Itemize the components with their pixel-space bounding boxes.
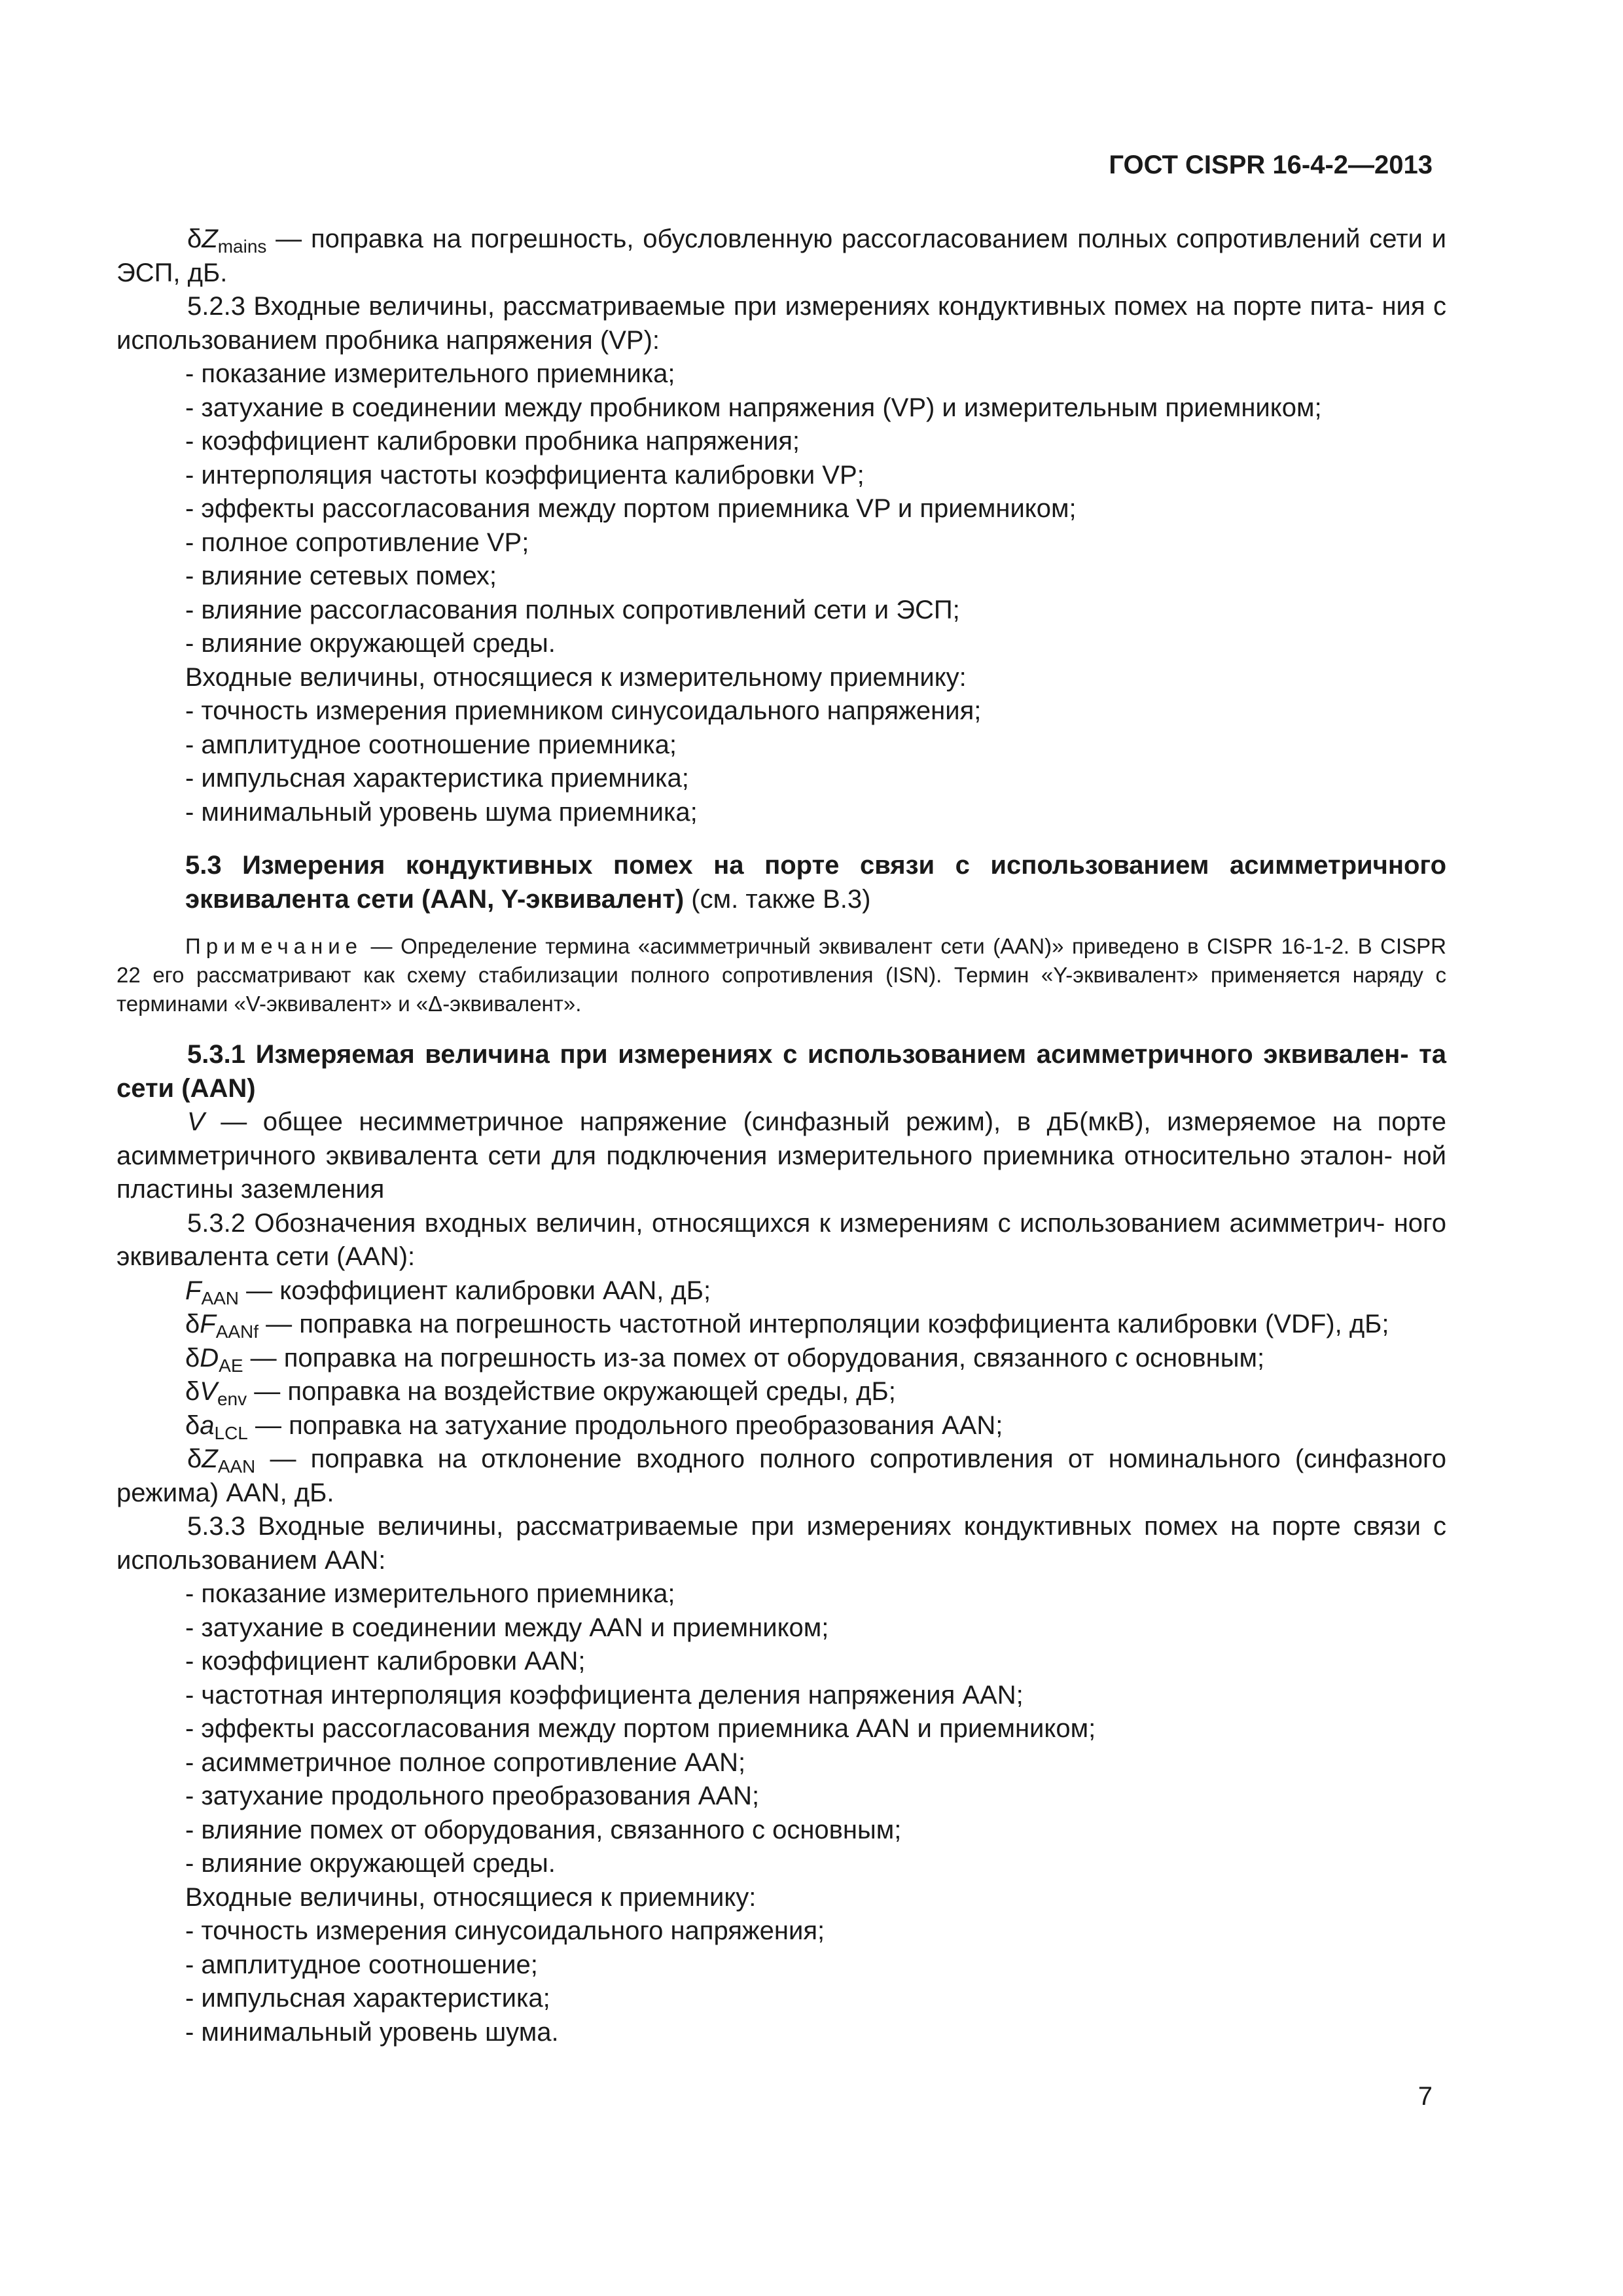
symbol-definition: [116, 1443, 1446, 1510]
symbol-definition: [116, 1409, 1446, 1443]
list-item: - коэффициент калибровки AAN;: [185, 1647, 586, 1676]
section-5-2-3: 5.2.3 Входные величины, рассматриваемые при измерениях кондуктивных помех на порте пита- ния с использованием пробника напряжения (VP):: [116, 292, 1446, 355]
symbol-subscript: mains: [217, 236, 267, 257]
symbol-subscript: AAN: [201, 1287, 240, 1308]
symbol-prefix: δ: [187, 224, 202, 253]
list-item: - показание измерительного приемника;: [185, 1579, 675, 1608]
list-item: - влияние помех от оборудования, связанного с основным;: [185, 1815, 902, 1844]
symbol-subscript: AE: [219, 1355, 243, 1376]
definition-text: — коэффициент калибровки AAN, дБ;: [239, 1276, 711, 1305]
symbol-prefix: δ: [185, 1410, 200, 1440]
section-5-2-3-list: [116, 357, 1446, 661]
list-item: - амплитудное соотношение;: [185, 1950, 538, 1979]
list-item: - импульсная характеристика;: [185, 1984, 550, 2013]
section-5-3-3: 5.3.3 Входные величины, рассматриваемые при измерениях кондуктивных помех на порте связи с использованием AAN:: [116, 1512, 1446, 1575]
symbol-subscript: AANf: [215, 1321, 259, 1342]
list-item: - эффекты рассогласования между портом приемника VP и приемником;: [185, 494, 1077, 523]
list-item: - влияние окружающей среды.: [185, 629, 556, 658]
heading-reference: (см. также В.3): [684, 884, 871, 914]
section-5-3-1-heading: 5.3.1 Измеряемая величина при измерениях с использованием асимметричного эквивален- та сети (AAN): [116, 1040, 1446, 1103]
list-item: - коэффициент калибровки пробника напряжения;: [185, 427, 800, 456]
page-number: 7: [1418, 2082, 1433, 2111]
receiver-inputs-list: [116, 1914, 1446, 2049]
definition-text: — поправка на погрешность, обусловленную рассогласованием полных сопротивлений сети и ЭСП, дБ.: [116, 224, 1446, 287]
dz-mains-definition: [116, 223, 1446, 290]
list-item: - точность измерения приемником синусоидального напряжения;: [185, 696, 982, 725]
list-item: - амплитудное соотношение приемника;: [185, 730, 677, 759]
list-item: - влияние окружающей среды.: [185, 1849, 556, 1878]
symbol: a: [200, 1410, 215, 1440]
symbol-definition: [116, 1375, 1446, 1409]
receiver-inputs-lead: Входные величины, относящиеся к приемнику:: [185, 1882, 757, 1912]
list-item: - минимальный уровень шума.: [185, 2017, 559, 2047]
symbol: Z: [202, 224, 218, 253]
symbol-subscript: AAN: [217, 1456, 256, 1477]
definition-text: — поправка на погрешность из-за помех от оборудования, связанного с основным;: [243, 1343, 1265, 1372]
symbol-prefix: δ: [185, 1310, 200, 1338]
heading-text: 5.3 Измерения кондуктивных помех на порте связи с использованием асимметричного эквивалента сети (AAN, Y-эквивалент): [185, 851, 1446, 914]
list-item: - частотная интерполяция коэффициента деления напряжения AAN;: [185, 1680, 1024, 1710]
list-item: - интерполяция частоты коэффициента калибровки VP;: [185, 460, 865, 490]
list-item: - минимальный уровень шума приемника;: [185, 797, 698, 827]
receiver-inputs-list: [116, 694, 1446, 829]
list-item: - затухание в соединении между AAN и приемником;: [185, 1613, 829, 1642]
symbols-list: [116, 1274, 1446, 1511]
symbol: Z: [202, 1444, 218, 1473]
definition-text: — поправка на затухание продольного преобразования AAN;: [247, 1410, 1003, 1440]
note-label: Примечание: [185, 934, 363, 958]
v-definition: [116, 1105, 1446, 1207]
document-header: ГОСТ CISPR 16-4-2—2013: [1109, 151, 1433, 179]
section-5-3-3-list: [116, 1577, 1446, 1881]
list-item: - показание измерительного приемника;: [185, 359, 675, 388]
definition-text: — общее несимметричное напряжение (синфазный режим), в дБ(мкВ), измеряемое на порте асимметричного эквивалента сети для подключения измерительного приемника относительно эталон- ной пластины заземления: [116, 1107, 1446, 1204]
list-item: - затухание в соединении между пробником напряжения (VP) и измерительным приемником;: [185, 393, 1322, 422]
symbol-definition: [116, 1308, 1446, 1342]
list-item: - затухание продольного преобразования AAN;: [185, 1782, 760, 1810]
list-item: - влияние рассогласования полных сопротивлений сети и ЭСП;: [185, 595, 960, 624]
list-item: - полное сопротивление VP;: [185, 528, 529, 557]
symbol: F: [185, 1276, 202, 1305]
list-item: - влияние сетевых помех;: [185, 562, 497, 590]
symbol: D: [200, 1343, 219, 1372]
list-item: - точность измерения синусоидального напряжения;: [185, 1916, 825, 1945]
definition-text: — поправка на отклонение входного полного сопротивления от номинального (синфазного режима) AAN, дБ.: [116, 1444, 1446, 1507]
section-5-3-heading: [116, 849, 1446, 916]
receiver-inputs-lead: Входные величины, относящиеся к измерительному приемнику:: [185, 662, 967, 692]
symbol-definition: [116, 1274, 1446, 1308]
symbol-definition: [116, 1342, 1446, 1376]
list-item: - эффекты рассогласования между портом приемника AAN и приемником;: [185, 1714, 1096, 1743]
list-item: - асимметричное полное сопротивление AAN;: [185, 1748, 746, 1777]
symbol-prefix: δ: [185, 1343, 200, 1372]
note-text: — Определение термина «асимметричный эквивалент сети (AAN)» приведено в CISPR 16-1-2. В CISPR 22 его рассматривают как схему стабилизации полного сопротивления (ISN). Термин «Y-эквивалент» применяется наряду с терминами «V-эквивалент» и «Δ-эквивалент».: [116, 934, 1446, 1016]
symbol: F: [200, 1310, 216, 1338]
symbol-subscript: env: [217, 1389, 247, 1409]
symbol: V: [200, 1377, 217, 1406]
definition-text: — поправка на воздействие окружающей среды, дБ;: [247, 1377, 896, 1406]
symbol-subscript: LCL: [214, 1422, 248, 1443]
note: [116, 932, 1446, 1018]
document-body: [116, 223, 1446, 2049]
definition-text: — поправка на погрешность частотной интерполяции коэффициента калибровки (VDF), дБ;: [259, 1310, 1389, 1338]
section-5-3-2: 5.3.2 Обозначения входных величин, относящихся к измерениям с использованием асимметрич- ного эквивалента сети (AAN):: [116, 1208, 1446, 1271]
symbol: V: [187, 1107, 205, 1136]
list-item: - импульсная характеристика приемника;: [185, 764, 689, 793]
symbol-prefix: δ: [185, 1377, 200, 1406]
symbol-prefix: δ: [187, 1444, 202, 1473]
